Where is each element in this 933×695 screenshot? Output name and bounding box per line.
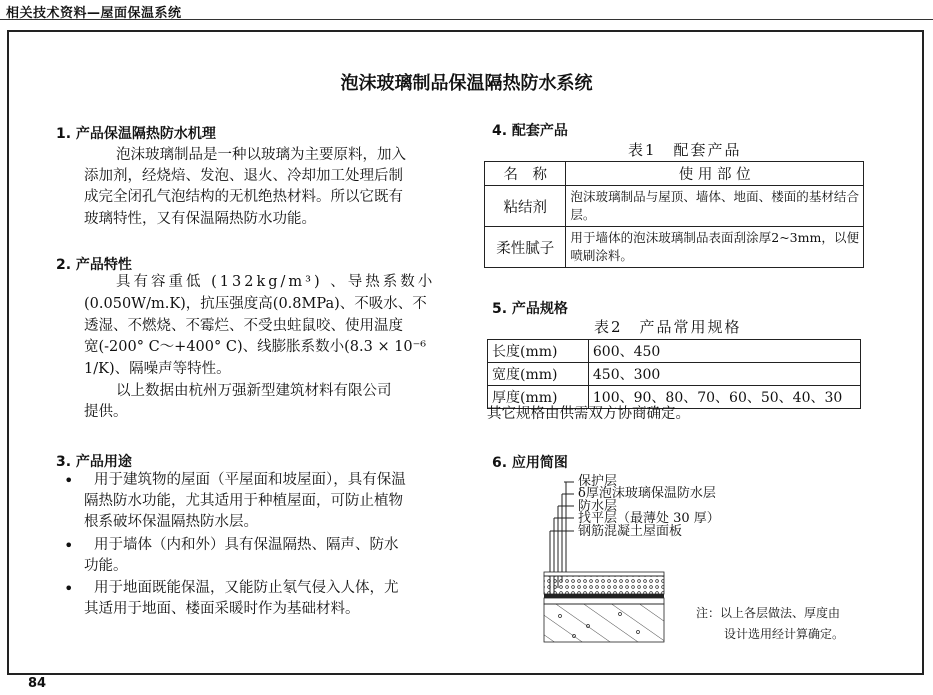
diagram-note-line-2: 设计选用经计算确定。 — [724, 627, 845, 641]
section-1-heading: 1. 产品保温隔热防水机理 — [56, 126, 216, 142]
page-header: 相关技术资料—屋面保温系统 — [6, 6, 182, 21]
layer-label: 找平层（最薄处 30 厚） — [578, 511, 720, 526]
section-2-line: 提供。 — [84, 404, 128, 420]
section-5-heading: 5. 产品规格 — [492, 301, 568, 317]
table-1-head-name: 名 称 — [485, 162, 566, 186]
table-1-row-name: 柔性腻子 — [485, 227, 566, 268]
bullet-dot: • — [64, 471, 74, 490]
table-1-head-use: 使 用 部 位 — [566, 162, 864, 186]
bullet-dot: • — [64, 579, 74, 598]
table-2-row-value: 100、90、80、70、60、50、40、30 — [588, 386, 860, 409]
table-1-row-use: 泡沫玻璃制品与屋顶、墙体、地面、楼面的基材结合层。 — [566, 186, 864, 227]
bullet-dot: • — [64, 536, 74, 555]
section-1-line: 泡沫玻璃制品是一种以玻璃为主要原料，加入 — [116, 147, 406, 163]
section-2-line: 具有容重低 (132kg/m³) 、导热系数小 — [116, 274, 436, 290]
section-1-line: 成完全闭孔气泡结构的无机绝热材料。所以它既有 — [84, 189, 403, 205]
diagram-note-line-1: 注：以上各层做法、厚度由 — [696, 606, 841, 620]
section-3-line: 用于地面既能保温，又能防止氡气侵入人体，尤 — [94, 580, 399, 596]
layer-label: δ厚泡沫玻璃保温防水层 — [578, 486, 716, 501]
table-2-caption: 表2 产品常用规格 — [594, 318, 742, 336]
table-2 — [487, 339, 861, 409]
layer-label: 防水层 — [578, 499, 618, 514]
page-title: 泡沫玻璃制品保温隔热防水系统 — [340, 73, 593, 94]
table-1-row-use: 用于墙体的泡沫玻璃制品表面刮涂厚2~3mm，以便喷刷涂料。 — [566, 227, 864, 268]
table-2-row-value: 600、450 — [588, 340, 860, 363]
section-2-line: 宽(-200° C～+400° C)、线膨胀系数小(8.3 × 10⁻⁶ — [84, 339, 427, 355]
table-1-caption: 表1 配套产品 — [628, 141, 742, 159]
section-3-line: 功能。 — [84, 558, 128, 574]
section-1-line: 玻璃特性，又有保温隔热防水功能。 — [84, 211, 316, 227]
section-3-line: 用于墙体（内和外）具有保温隔热、隔声、防水 — [94, 537, 399, 553]
table-1 — [484, 161, 864, 268]
section-3-line: 其适用于地面、楼面采暖时作为基础材料。 — [84, 601, 360, 617]
section-6-heading: 6. 应用简图 — [492, 455, 568, 471]
section-4-heading: 4. 配套产品 — [492, 123, 568, 139]
table-2-row-name: 长度(mm) — [488, 340, 589, 363]
table-2-row-name: 厚度(mm) — [488, 386, 589, 409]
table-2-row-name: 宽度(mm) — [488, 363, 589, 386]
header-rule — [0, 19, 933, 20]
page-number: 84 — [28, 676, 47, 691]
section-1-line: 添加剂，经烧焙、发泡、退火、冷却加工处理后制 — [84, 168, 403, 184]
table-1-row-name: 粘结剂 — [485, 186, 566, 227]
layer-label: 保护层 — [578, 474, 618, 489]
layer-label: 钢筋混凝土屋面板 — [578, 524, 683, 539]
table-2-note: 其它规格由供需双方协商确定。 — [487, 406, 690, 422]
section-2-line: (0.050W/m.K)，抗压强度高(0.8MPa)、不吸水、不 — [84, 296, 427, 312]
table-2-row-value: 450、300 — [588, 363, 860, 386]
section-2-heading: 2. 产品特性 — [56, 257, 132, 273]
section-3-heading: 3. 产品用途 — [56, 454, 132, 470]
section-2-line: 以上数据由杭州万强新型建筑材料有限公司 — [116, 383, 392, 399]
section-3-line: 用于建筑物的屋面（平屋面和坡屋面），具有保温 — [94, 472, 406, 488]
section-2-line: 透湿、不燃烧、不霉烂、不受虫蛀鼠咬、使用温度 — [84, 318, 403, 334]
section-3-line: 根系破坏保温隔热防水层。 — [84, 514, 258, 530]
section-3-line: 隔热防水功能，尤其适用于种植屋面，可防止植物 — [84, 493, 403, 509]
section-2-line: 1/K)、隔噪声等特性。 — [84, 361, 231, 377]
